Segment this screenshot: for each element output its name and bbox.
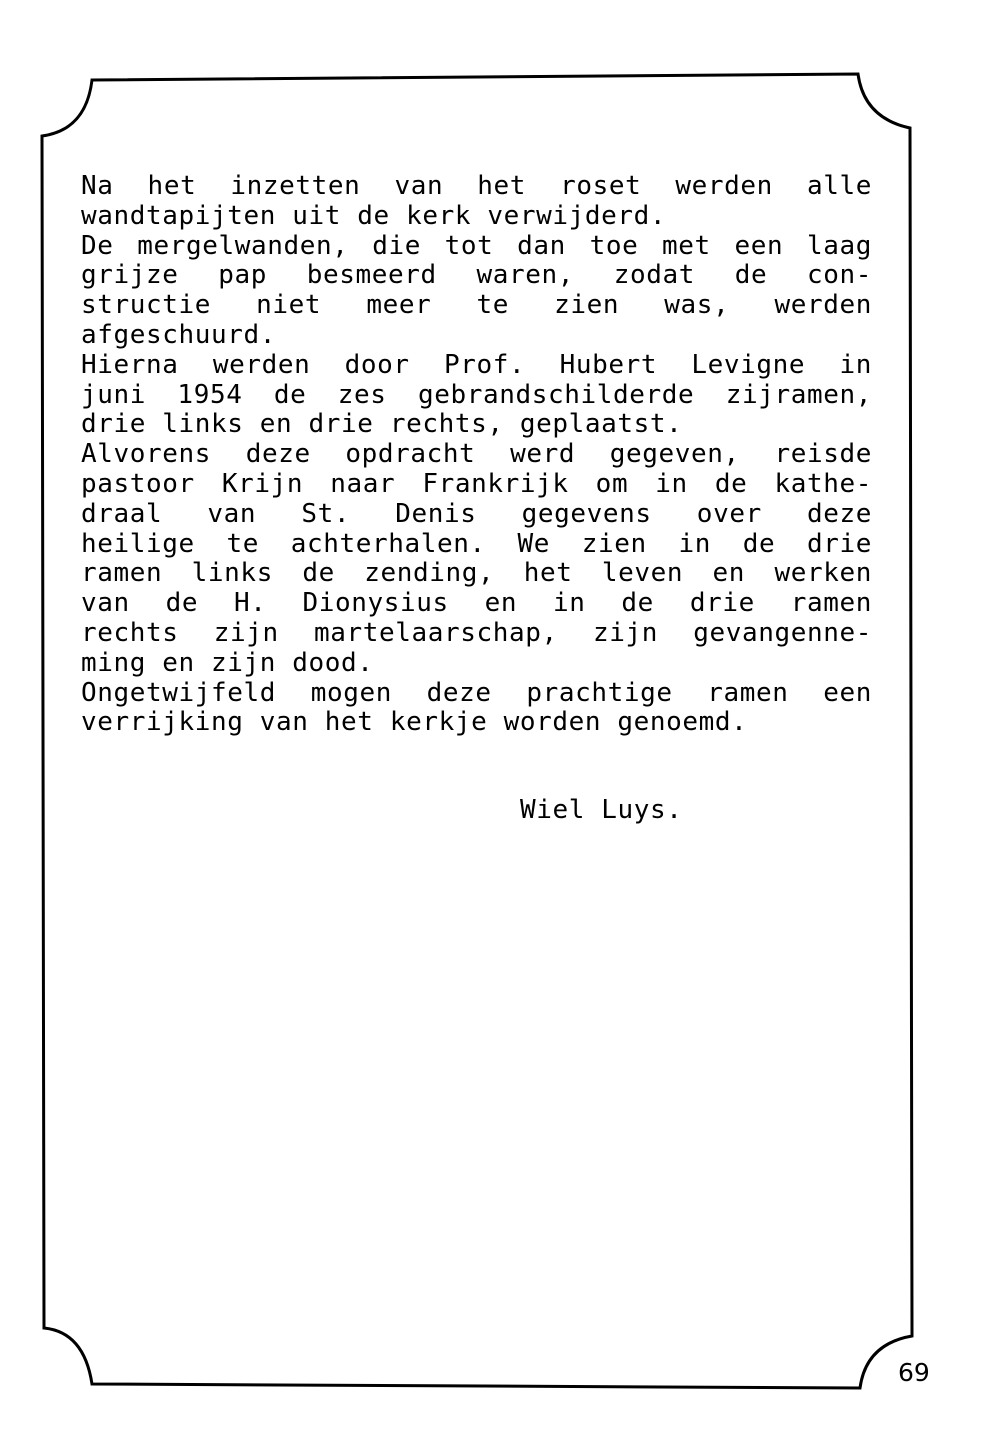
text-line: afgeschuurd. — [81, 319, 277, 350]
text-line: pastoor Krijn naar Frankrijk om in de kathe- — [81, 468, 872, 499]
paragraph-1 — [81, 172, 872, 232]
text-line: juni 1954 de zes gebrandschilderde zijramen, — [81, 379, 872, 410]
page-number: 69 — [898, 1358, 930, 1387]
paragraph-2 — [81, 232, 872, 351]
text-line: Ongetwijfeld mogen deze prachtige ramen een — [81, 677, 872, 708]
text-line: wandtapijten uit de kerk verwijderd. — [81, 200, 667, 231]
text-line: Alvorens deze opdracht werd gegeven, reisde — [81, 439, 872, 470]
text-line: Na het inzetten van het roset werden alle — [81, 171, 872, 201]
text-line: heilige te achterhalen. We zien in de drie — [81, 528, 872, 559]
text-line: ming en zijn dood. — [81, 647, 374, 678]
body-text — [81, 172, 872, 738]
text-line: draal van St. Denis gegevens over deze — [81, 498, 872, 529]
text-line: grijze pap besmeerd waren, zodat de con- — [81, 260, 872, 291]
text-line: De mergelwanden, die tot dan toe met een laag — [81, 230, 872, 261]
text-line: rechts zijn martelaarschap, zijn gevangenne- — [81, 617, 872, 648]
paragraph-3 — [81, 351, 872, 440]
text-line: ramen links de zending, het leven en werken — [81, 558, 872, 589]
text-line: structie niet meer te zien was, werden — [81, 290, 872, 321]
text-line: verrijking van het kerkje worden genoemd. — [81, 707, 748, 738]
text-line: drie links en drie rechts, geplaatst. — [81, 409, 683, 440]
paragraph-4 — [81, 440, 872, 678]
text-line: van de H. Dionysius en in de drie ramen — [81, 588, 872, 619]
signature: Wiel Luys. — [520, 795, 683, 825]
paragraph-5 — [81, 679, 872, 739]
text-line: Hierna werden door Prof. Hubert Levigne in — [81, 349, 872, 380]
